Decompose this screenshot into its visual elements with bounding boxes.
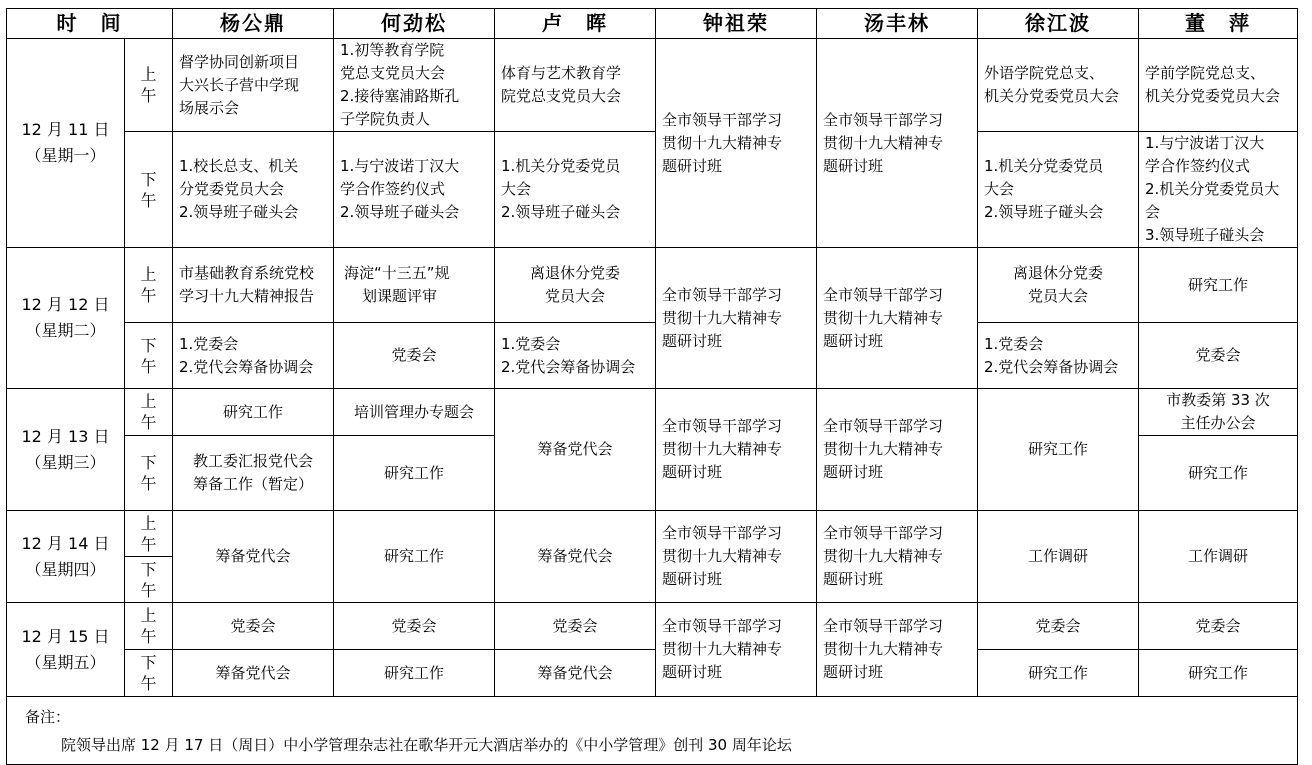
schedule-cell: 离退休分党委 党员大会 <box>978 248 1139 323</box>
afternoon-label: 下 午 <box>125 557 173 603</box>
person-header: 董 萍 <box>1139 9 1298 39</box>
date-cell <box>7 389 125 511</box>
schedule-cell: 筹备党代会 <box>495 650 656 697</box>
date-cell <box>7 603 125 697</box>
schedule-cell: 全市领导干部学习 贯彻十九大精神专 题研讨班 <box>817 39 978 248</box>
morning-label: 上 午 <box>125 511 173 557</box>
schedule-cell: 体育与艺术教育学 院党总支党员大会 <box>495 39 656 132</box>
afternoon-label: 下 午 <box>125 323 173 389</box>
morning-label: 上 午 <box>125 248 173 323</box>
schedule-cell: 全市领导干部学习 贯彻十九大精神专 题研讨班 <box>817 389 978 511</box>
person-header: 汤丰林 <box>817 9 978 39</box>
schedule-cell: 工作调研 <box>978 511 1139 603</box>
schedule-cell: 1.党委会 2.党代会筹备协调会 <box>173 323 334 389</box>
schedule-cell: 市基础教育系统党校 学习十九大精神报告 <box>173 248 334 323</box>
day-row-pm <box>7 650 1298 697</box>
schedule-cell: 市教委第 33 次 主任办公会 <box>1139 389 1298 436</box>
morning-label: 上 午 <box>125 603 173 650</box>
schedule-cell: 海淀“十三五”规 划课题评审 <box>334 248 495 323</box>
schedule-cell: 全市领导干部学习 贯彻十九大精神专 题研讨班 <box>817 511 978 603</box>
remarks-row <box>7 697 1298 765</box>
schedule-cell: 党委会 <box>334 603 495 650</box>
schedule-table <box>6 8 1298 765</box>
schedule-cell: 研究工作 <box>173 389 334 436</box>
schedule-cell: 1.校长总支、机关 分党委党员大会 2.领导班子碰头会 <box>173 132 334 248</box>
schedule-cell: 1.与宁波诺丁汉大 学合作签约仪式 2.机关分党委党员大会 3.领导班子碰头会 <box>1139 132 1298 248</box>
day-row-pm <box>7 132 1298 248</box>
date-text: 12 月 15 日 <box>21 626 110 646</box>
remarks-text: 院领导出席 12 月 17 日（周日）中小学管理杂志社在歌华开元大酒店举办的《中小学管理》创刊 30 周年论坛 <box>61 736 792 754</box>
schedule-cell: 党委会 <box>334 323 495 389</box>
schedule-cell: 研究工作 <box>334 436 495 511</box>
schedule-cell: 培训管理办专题会 <box>334 389 495 436</box>
schedule-cell: 1.党委会 2.党代会筹备协调会 <box>978 323 1139 389</box>
date-text: 12 月 11 日 <box>21 120 110 139</box>
schedule-cell: 学前学院党总支、 机关分党委党员大会 <box>1139 39 1298 132</box>
schedule-cell: 1.机关分党委党员 大会 2.领导班子碰头会 <box>495 132 656 248</box>
schedule-cell: 研究工作 <box>978 650 1139 697</box>
schedule-cell: 研究工作 <box>334 511 495 603</box>
date-cell <box>7 39 125 248</box>
remarks-cell <box>7 697 1298 765</box>
schedule-cell: 筹备党代会 <box>495 511 656 603</box>
weekday-text: （星期一） <box>25 146 106 165</box>
day-row-am <box>7 39 1298 132</box>
day-row-pm <box>7 323 1298 389</box>
schedule-cell: 研究工作 <box>978 389 1139 511</box>
schedule-cell: 研究工作 <box>1139 248 1298 323</box>
schedule-cell: 研究工作 <box>1139 436 1298 511</box>
schedule-cell: 全市领导干部学习 贯彻十九大精神专 题研讨班 <box>817 248 978 389</box>
remarks-label: 备注： <box>25 708 71 726</box>
weekday-text: （星期二） <box>25 321 106 340</box>
header-row <box>7 9 1298 39</box>
schedule-cell: 党委会 <box>1139 323 1298 389</box>
time-header: 时 间 <box>7 9 173 39</box>
afternoon-label: 下 午 <box>125 650 173 697</box>
day-row-am <box>7 248 1298 323</box>
schedule-cell: 党委会 <box>495 603 656 650</box>
date-cell <box>7 511 125 603</box>
schedule-cell: 全市领导干部学习 贯彻十九大精神专 题研讨班 <box>656 389 817 511</box>
date-text: 12 月 14 日 <box>21 533 110 553</box>
afternoon-label: 下 午 <box>125 436 173 511</box>
date-cell <box>7 248 125 389</box>
schedule-cell: 1.初等教育学院 党总支党员大会 2.接待塞浦路斯孔 子学院负责人 <box>334 39 495 132</box>
person-header: 钟祖荣 <box>656 9 817 39</box>
schedule-cell: 全市领导干部学习 贯彻十九大精神专 题研讨班 <box>656 603 817 697</box>
schedule-cell: 筹备党代会 <box>495 389 656 511</box>
person-header: 何劲松 <box>334 9 495 39</box>
person-header: 杨公鼎 <box>173 9 334 39</box>
schedule-cell: 1.与宁波诺丁汉大 学合作签约仪式 2.领导班子碰头会 <box>334 132 495 248</box>
schedule-cell: 全市领导干部学习 贯彻十九大精神专 题研讨班 <box>817 603 978 697</box>
weekday-text: （星期三） <box>25 452 106 472</box>
person-header: 徐江波 <box>978 9 1139 39</box>
schedule-cell: 1.党委会 2.党代会筹备协调会 <box>495 323 656 389</box>
schedule-cell: 研究工作 <box>334 650 495 697</box>
person-header: 卢 晖 <box>495 9 656 39</box>
date-text: 12 月 13 日 <box>21 426 110 446</box>
schedule-cell: 筹备党代会 <box>173 511 334 603</box>
morning-label: 上 午 <box>125 39 173 132</box>
schedule-cell: 外语学院党总支、 机关分党委党员大会 <box>978 39 1139 132</box>
schedule-cell: 党委会 <box>173 603 334 650</box>
weekday-text: （星期四） <box>25 559 106 579</box>
schedule-cell: 工作调研 <box>1139 511 1298 603</box>
schedule-cell: 督学协同创新项目 大兴长子营中学现 场展示会 <box>173 39 334 132</box>
schedule-cell: 1.机关分党委党员 大会 2.领导班子碰头会 <box>978 132 1139 248</box>
weekday-text: （星期五） <box>25 652 106 672</box>
afternoon-label: 下 午 <box>125 132 173 248</box>
schedule-cell: 党委会 <box>1139 603 1298 650</box>
schedule-cell: 研究工作 <box>1139 650 1298 697</box>
schedule-cell: 全市领导干部学习 贯彻十九大精神专 题研讨班 <box>656 511 817 603</box>
schedule-cell: 全市领导干部学习 贯彻十九大精神专 题研讨班 <box>656 39 817 248</box>
schedule-cell: 党委会 <box>978 603 1139 650</box>
day-row-am <box>7 389 1298 436</box>
schedule-cell: 离退休分党委 党员大会 <box>495 248 656 323</box>
day-row-am <box>7 603 1298 650</box>
morning-label: 上 午 <box>125 389 173 436</box>
schedule-cell: 教工委汇报党代会 筹备工作（暂定） <box>173 436 334 511</box>
schedule-cell: 筹备党代会 <box>173 650 334 697</box>
date-text: 12 月 12 日 <box>21 295 110 314</box>
schedule-cell: 全市领导干部学习 贯彻十九大精神专 题研讨班 <box>656 248 817 389</box>
day-row-am <box>7 511 1298 557</box>
